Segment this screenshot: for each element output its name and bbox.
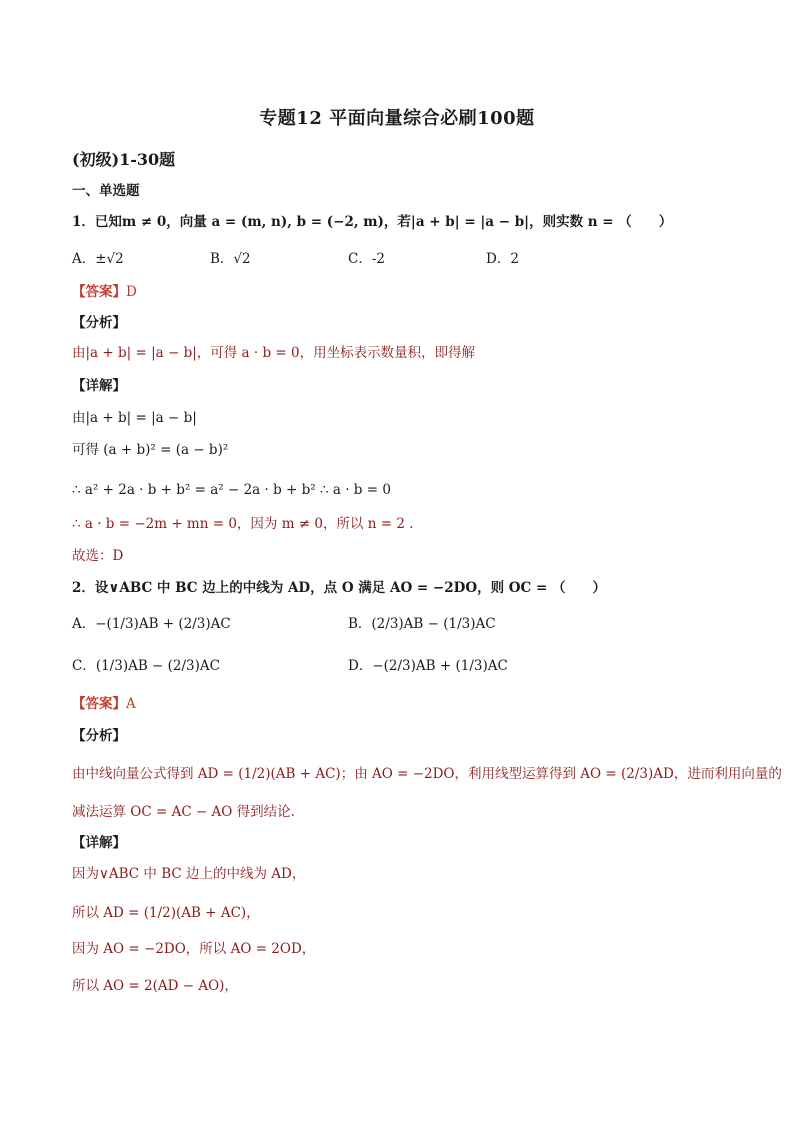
q1-answer-label: 【答案】 — [72, 284, 126, 300]
q1-detail-label: 【详解】 — [72, 378, 126, 394]
q2-option-d: D．−(2/3)AB + (1/3)AC — [348, 658, 508, 674]
q1-choice: 故选：D — [72, 548, 124, 564]
q1-option-a: A．±√2 — [72, 251, 124, 267]
q1-detail-line-4: ∴ a · b = −2m + mn = 0，因为 m ≠ 0，所以 n = 2 . — [72, 516, 414, 532]
q2-detail-line-1: 因为∨ABC 中 BC 边上的中线为 AD， — [72, 866, 306, 882]
q2-detail-label: 【详解】 — [72, 835, 126, 851]
q2-analysis-label: 【分析】 — [72, 728, 126, 744]
q1-analysis-label: 【分析】 — [72, 315, 126, 331]
page-title: 专题12 平面向量综合必刷100题 — [259, 108, 535, 129]
q1-option-d: D．2 — [486, 251, 519, 267]
q1-detail-line-2: 可得 (a + b)² = (a − b)² — [72, 442, 229, 458]
q2-answer — [72, 694, 136, 714]
q2-option-a: A．−(1/3)AB + (2/3)AC — [72, 616, 231, 632]
q2-analysis-line-2: 减法运算 OC = AC − AO 得到结论. — [72, 804, 295, 820]
q2-detail-line-2: 所以 AD = (1/2)(AB + AC)， — [72, 905, 260, 921]
question-1-stem: 1．已知m ≠ 0，向量 a = (m, n), b = (−2, m)，若|a + b| = |a − b|，则实数 n = （ ） — [72, 214, 673, 230]
q1-analysis-text: 由|a + b| = |a − b|，可得 a · b = 0，用坐标表示数量积，即得解 — [72, 345, 476, 361]
q1-detail-line-3: ∴ a² + 2a · b + b² = a² − 2a · b + b² ∴ a · b = 0 — [72, 482, 391, 498]
q1-detail-line-1: 由|a + b| = |a − b| — [72, 410, 197, 426]
q1-option-b: B．√2 — [210, 251, 251, 267]
q2-answer-value: A — [126, 696, 136, 712]
section-heading: 一、单选题 — [72, 183, 140, 199]
q1-option-c: C．-2 — [348, 251, 385, 267]
q1-answer-value: D — [126, 284, 137, 300]
q2-analysis-line-1: 由中线向量公式得到 AD = (1/2)(AB + AC)；由 AO = −2DO，利用线型运算得到 AO = (2/3)AD，进而利用向量的 — [72, 766, 782, 782]
subtitle: (初级)1-30题 — [72, 150, 176, 169]
question-2-stem: 2．设∨ABC 中 BC 边上的中线为 AD，点 O 满足 AO = −2DO，则 OC = （ ） — [72, 580, 607, 596]
q2-detail-line-3: 因为 AO = −2DO，所以 AO = 2OD， — [72, 941, 316, 957]
q2-option-b: B．(2/3)AB − (1/3)AC — [348, 616, 496, 632]
q2-answer-label: 【答案】 — [72, 696, 126, 712]
q2-option-c: C．(1/3)AB − (2/3)AC — [72, 658, 220, 674]
q2-detail-line-4: 所以 AO = 2(AD − AO)， — [72, 978, 238, 994]
q1-answer — [72, 282, 137, 302]
